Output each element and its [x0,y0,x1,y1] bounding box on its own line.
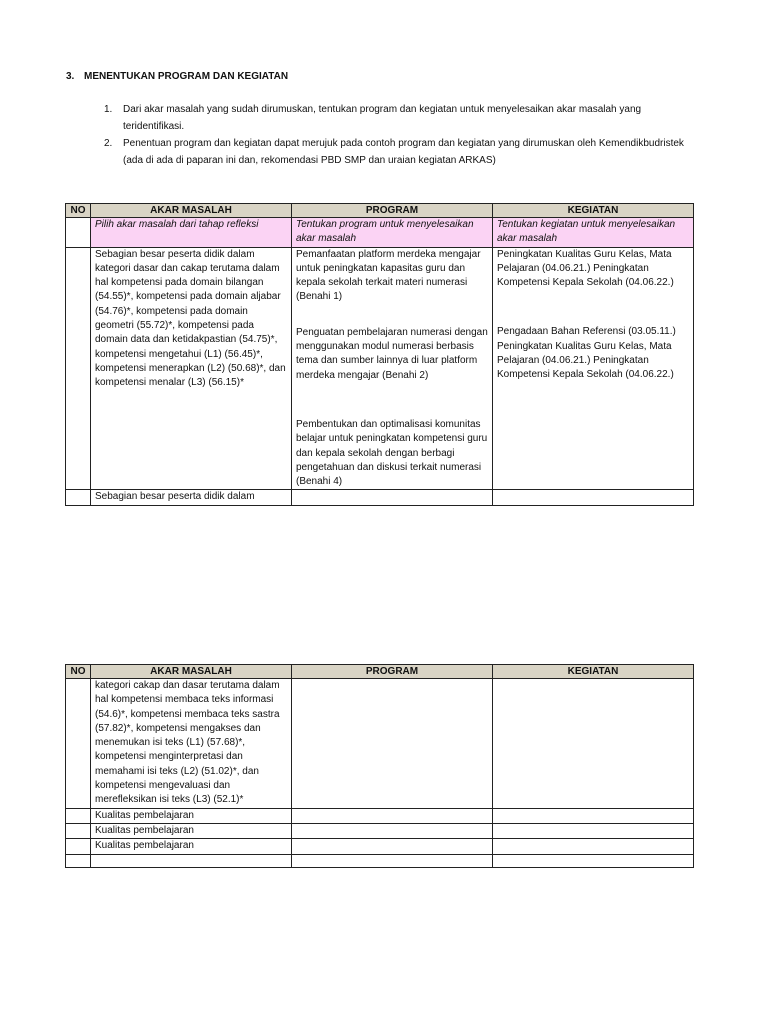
table-row [66,823,694,838]
header-program: PROGRAM [292,204,493,218]
section-heading [66,70,288,84]
table-row [66,808,694,823]
kegiatan-cell[interactable] [493,823,694,838]
no-cell [66,823,91,838]
program-item: Pemanfaatan platform merdeka mengajar untuk peningkatan kapasitas guru dan kepala sekolah terkait materi numerasi (Benahi 1) [296,248,481,303]
akar-masalah-cell[interactable]: Sebagian besar peserta didik dalam [91,490,292,505]
instruction-item [104,135,704,169]
header-kegiatan: KEGIATAN [493,665,694,679]
header-no: NO [66,204,91,218]
table-row [66,247,694,490]
instruction-number: 1. [104,104,113,115]
table-header-row [66,204,694,218]
header-program: PROGRAM [292,665,493,679]
header-akar-masalah: AKAR MASALAH [91,665,292,679]
program-item: Penguatan pembelajaran numerasi dengan menggunakan modul numerasi berbasis tema dan sumber lainnya di luar platform merdeka mengajar (Benahi 2) [296,326,488,381]
instruction-item [104,101,704,135]
program-cell[interactable] [292,808,493,823]
program-cell[interactable] [292,823,493,838]
hint-program[interactable]: Tentukan program untuk menyelesaikan akar masalah [292,218,493,248]
program-cell[interactable] [292,839,493,854]
no-cell [66,679,91,809]
header-no: NO [66,665,91,679]
section-title: MENENTUKAN PROGRAM DAN KEGIATAN [84,71,289,82]
akar-masalah-cell[interactable] [91,854,292,867]
kegiatan-cell[interactable] [493,679,694,809]
akar-masalah-cell[interactable]: kategori cakap dan dasar terutama dalam hal kompetensi membaca teks informasi (54.6)*, kompetensi membaca teks sastra (57.82)*, kompetensi mengakses dan menemukan isi teks (L1) (57.68)*, kompetensi menginterpretasi dan memahami isi teks (L2) (51.02)*, dan kompetensi mengevaluasi dan merefleksikan isi teks (L3) (52.1)* [91,679,292,809]
program-cell[interactable] [292,679,493,809]
table-row [66,839,694,854]
kegiatan-cell[interactable] [493,490,694,505]
akar-masalah-cell[interactable]: Kualitas pembelajaran [91,808,292,823]
kegiatan-cell[interactable] [493,839,694,854]
table-row [66,490,694,505]
no-cell [66,854,91,867]
kegiatan-item: Peningkatan Kualitas Guru Kelas, Mata Pelajaran (04.06.21.) Peningkatan Kompetensi Kepala Sekolah (04.06.22.) [497,248,674,289]
kegiatan-cell[interactable] [493,854,694,867]
program-cell[interactable] [292,247,493,490]
kegiatan-item: Pengadaan Bahan Referensi (03.05.11.) Peningkatan Kualitas Guru Kelas, Mata Pelajaran (04.06.21.) Peningkatan Kompetensi Kepala Sekolah (04.06.22.) [497,326,676,381]
table-header-row [66,665,694,679]
program-table-2 [65,664,694,868]
no-cell [66,808,91,823]
program-item: Pembentukan dan optimalisasi komunitas belajar untuk peningkatan kompetensi guru dan kepala sekolah dengan berbagi pengetahuan dan diskusi terkait numerasi (Benahi 4) [296,418,488,488]
kegiatan-cell[interactable] [493,808,694,823]
header-akar-masalah: AKAR MASALAH [91,204,292,218]
instruction-list [104,101,704,169]
akar-masalah-cell[interactable]: Kualitas pembelajaran [91,839,292,854]
no-cell [66,490,91,505]
header-kegiatan: KEGIATAN [493,204,694,218]
instruction-text: Dari akar masalah yang sudah dirumuskan, tentukan program dan kegiatan untuk menyelesaikan akar masalah yang teridentifikasi. [123,104,642,132]
table-row [66,854,694,867]
no-cell [66,247,91,490]
akar-masalah-cell[interactable]: Sebagian besar peserta didik dalam kategori dasar dan cakap terutama dalam hal kompetensi pada domain bilangan (54.55)*, kompetensi pada domain aljabar (54.76)*, kompetensi pada domain geometri (55.72)*, kompetensi pada domain data dan ketidakpastian (54.75)*, kompetensi mengetahui (L1) (56.45)*, kompetensi menerapkan (L2) (50.68)*, dan kompetensi menalar (L3) (56.15)* [91,247,292,490]
no-cell [66,218,91,248]
kegiatan-cell[interactable] [493,247,694,490]
hint-row [66,218,694,248]
hint-akar-masalah[interactable]: Pilih akar masalah dari tahap refleksi [91,218,292,248]
section-number: 3. [66,71,75,82]
program-table-1 [65,203,694,506]
instruction-text: Penentuan program dan kegiatan dapat merujuk pada contoh program dan kegiatan yang dirumuskan oleh Kemendikbudristek (ada di ada di paparan ini dan, rekomendasi PBD SMP dan uraian kegiatan ARKAS) [123,138,684,166]
akar-masalah-cell[interactable]: Kualitas pembelajaran [91,823,292,838]
program-cell[interactable] [292,490,493,505]
instruction-number: 2. [104,138,113,149]
hint-kegiatan[interactable]: Tentukan kegiatan untuk menyelesaikan akar masalah [493,218,694,248]
table-row [66,679,694,809]
no-cell [66,839,91,854]
program-cell[interactable] [292,854,493,867]
